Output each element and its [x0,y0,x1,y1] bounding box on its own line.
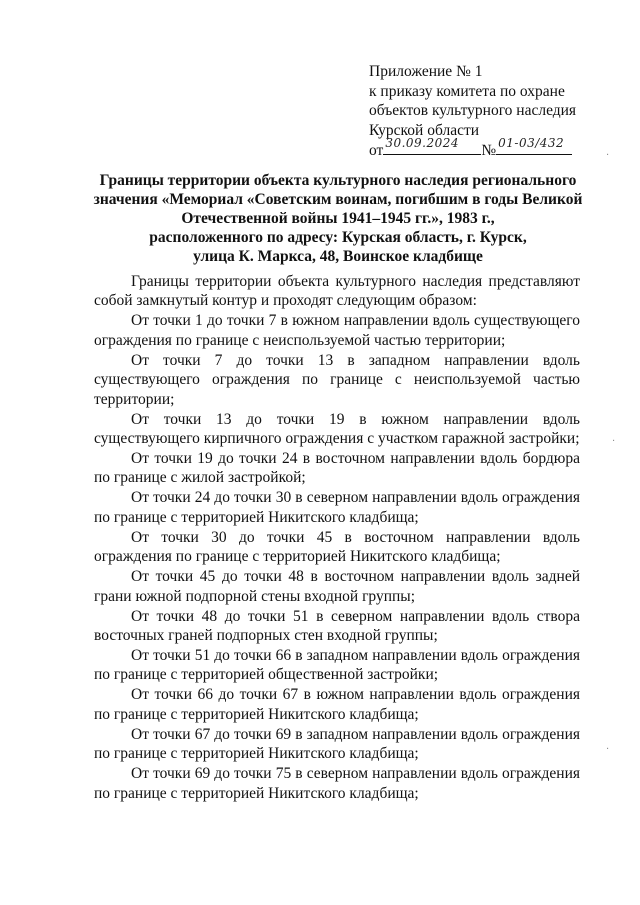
paragraph: От точки 69 до точки 75 в северном направлении вдоль ограждения по границе с территорией Никитского кладбища; [94,765,580,802]
paragraph: От точки 67 до точки 69 в западном направлении вдоль ограждения по границе с территорией Никитского кладбища; [94,725,580,763]
scan-speck: · [612,436,616,447]
paragraph: От точки 45 до точки 48 в восточном направлении вдоль задней грани южной подпорной стены входной группы; [94,568,580,605]
handwritten-date: 30.09.2024 [385,135,460,150]
handwritten-number: 01-03/432 [498,135,565,150]
paragraph: От точки 13 до точки 19 в южном направлении вдоль существующего кирпичного ограждения с участком гаражной застройки; [94,410,580,448]
paragraph: От точки 19 до точки 24 в восточном направлении вдоль бордюра по границе с жилой застройкой; [94,450,580,487]
scan-speck: · [606,150,610,161]
paragraph: От точки 51 до точки 66 в западном направлении вдоль ограждения по границе с территорией общественной застройки; [94,647,580,684]
appendix-line-4: Курской области [369,121,480,139]
paragraph: От точки 66 до точки 67 в южном направлении вдоль ограждения по границе с территорией Никитского кладбища; [94,686,580,723]
title-line-3: Отечественной войны 1941–1945 гг.», 1983 г., [181,210,495,227]
document-body [94,272,580,804]
paragraph: От точки 48 до точки 51 в северном направлении вдоль створа восточных граней подпорных стен входной группы; [94,607,580,645]
appendix-header [369,62,599,161]
paragraph: От точки 24 до точки 30 в северном направлении вдоль ограждения по границе с территорией Никитского кладбища; [94,489,580,526]
date-field [383,135,481,155]
paragraph: От точки 1 до точки 7 в южном направлении вдоль существующего ограждения по границе с неиспользуемой частью территории; [94,312,580,349]
number-prefix: № [481,142,497,159]
scan-speck: · [606,744,610,755]
appendix-line-2: к приказу комитета по охране [369,82,565,100]
order-date-number-line [369,135,599,161]
title-line-2: значения «Мемориал «Советским воинам, погибшим в годы Великой [93,191,583,208]
document-title [88,171,588,266]
appendix-line-1: Приложение № 1 [369,63,483,80]
paragraph: От точки 7 до точки 13 в западном направлении вдоль существующего ограждения по границе с неиспользуемой частью территории; [94,351,580,408]
date-prefix: от [369,142,384,159]
title-line-5: улица К. Маркса, 48, Воинское кладбище [193,248,483,265]
number-field [496,135,572,155]
title-line-1: Границы территории объекта культурного наследия регионального [99,172,577,189]
paragraph: Границы территории объекта культурного наследия представляют собой замкнутый контур и проходят следующим образом: [94,273,580,310]
paragraph: От точки 30 до точки 45 в восточном направлении вдоль ограждения по границе с территорией Никитского кладбища; [94,528,580,566]
title-line-4: расположенного по адресу: Курская область, г. Курск, [149,229,527,246]
appendix-line-3: объектов культурного наследия [369,102,577,119]
